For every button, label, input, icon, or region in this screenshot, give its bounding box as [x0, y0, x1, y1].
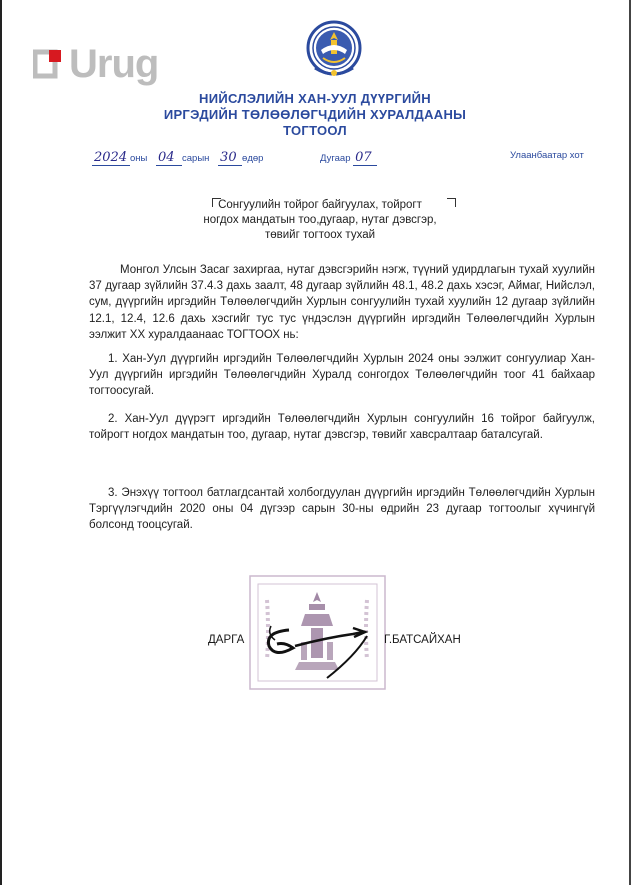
scan-border-left	[0, 0, 2, 885]
date-day: 30	[218, 150, 242, 166]
resolution-item-2: 2. Хан-Уул дүүрэгт иргэдийн Төлөөлөгчдийн Хурлын сонгуулийн 16 тойрог байгуулж, тойрогт ногдох мандатын тоо, дугаар, нутаг дэвсгэр, төвийг хавсралтаар баталсугай.	[89, 413, 595, 442]
handwritten-signature	[255, 612, 395, 684]
resolution-item-1: 1. Хан-Уул дүүргийн иргэдийн Төлөөлөгчдийн Хурлын 2024 оны ээлжит сонгуулиар Хан-Уул дүүргийн иргэдийн Төлөөлөгчдийн Хуралд сонгогдох Төлөөлөгчдийн тоог 41 байхаар тогтоосугай.	[89, 353, 595, 398]
number-label: Дугаар	[320, 153, 351, 164]
number-value: 07	[353, 150, 377, 166]
subject-line-3: төвийг тогтоох тухай	[264, 229, 376, 241]
date-day-suffix: өдөр	[242, 153, 264, 164]
city: Улаанбаатар хот	[510, 150, 584, 161]
date-year-suffix: оны	[130, 153, 148, 164]
date-month-suffix: сарын	[182, 153, 210, 164]
signatory-name: Г.БАТСАЙХАН	[384, 634, 461, 646]
watermark-logo	[33, 44, 158, 84]
subject-line-2: ногдох мандатын тоо,дугаар, нутаг дэвсгэр,	[203, 214, 437, 226]
header-line-2: ИРГЭДИЙН ТӨЛӨӨЛӨГЧДИЙН ХУРАЛДААНЫ	[163, 107, 467, 122]
header-line-1: НИЙСЛЭЛИЙН ХАН-УУЛ ДҮҮРГИЙН	[199, 91, 431, 106]
state-emblem-icon	[305, 20, 363, 80]
watermark-mark-icon	[33, 48, 63, 80]
resolution-item-3: 3. Энэхүү тогтоол батлагдсантай холбогдуулан дүүргийн иргэдийн Төлөөлөгчдийн Хурлын Тэргүүлэгчдийн 2020 оны 04 дүгээр сарын 30-ны өдрийн 23 дугаар тогтоолыг хүчингүй болсонд тооцсугай.	[89, 487, 595, 532]
signatory-title: ДАРГА	[208, 634, 245, 646]
date-year: 2024	[92, 150, 130, 166]
intro-paragraph: Монгол Улсын Засаг захиргаа, нутаг дэвсгэрийн нэгж, түүний удирдлагын тухай хуулийн 37 дугаар зүйлийн 37.4.3 дахь заалт, 48 дугаар зүйлийн 48.1, 48.2 дахь хэсэг, Аймаг, Нийслэл, сум, дүүргийн иргэдийн Төлөөлөгчдийн Хурлын сонгуулийн тухай хуулийн 12 дугаар зүйлийн 12.1, 12.4, 12.6 дахь хэсгийг тус тус үндэслэн дүүргийн иргэдийн Төлөөлөгчдийн Хурлын ээлжит XX хуралдаанаас ТОГТООХ нь:	[89, 264, 595, 341]
document-type-title: ТОГТООЛ	[283, 123, 347, 138]
watermark-text: Urug	[69, 42, 159, 86]
date-month: 04	[156, 150, 182, 166]
subject-line-1: Сонгуулийн тойрог байгуулах, тойрогт	[218, 199, 422, 211]
document-date	[92, 150, 263, 166]
document-number	[320, 150, 377, 166]
